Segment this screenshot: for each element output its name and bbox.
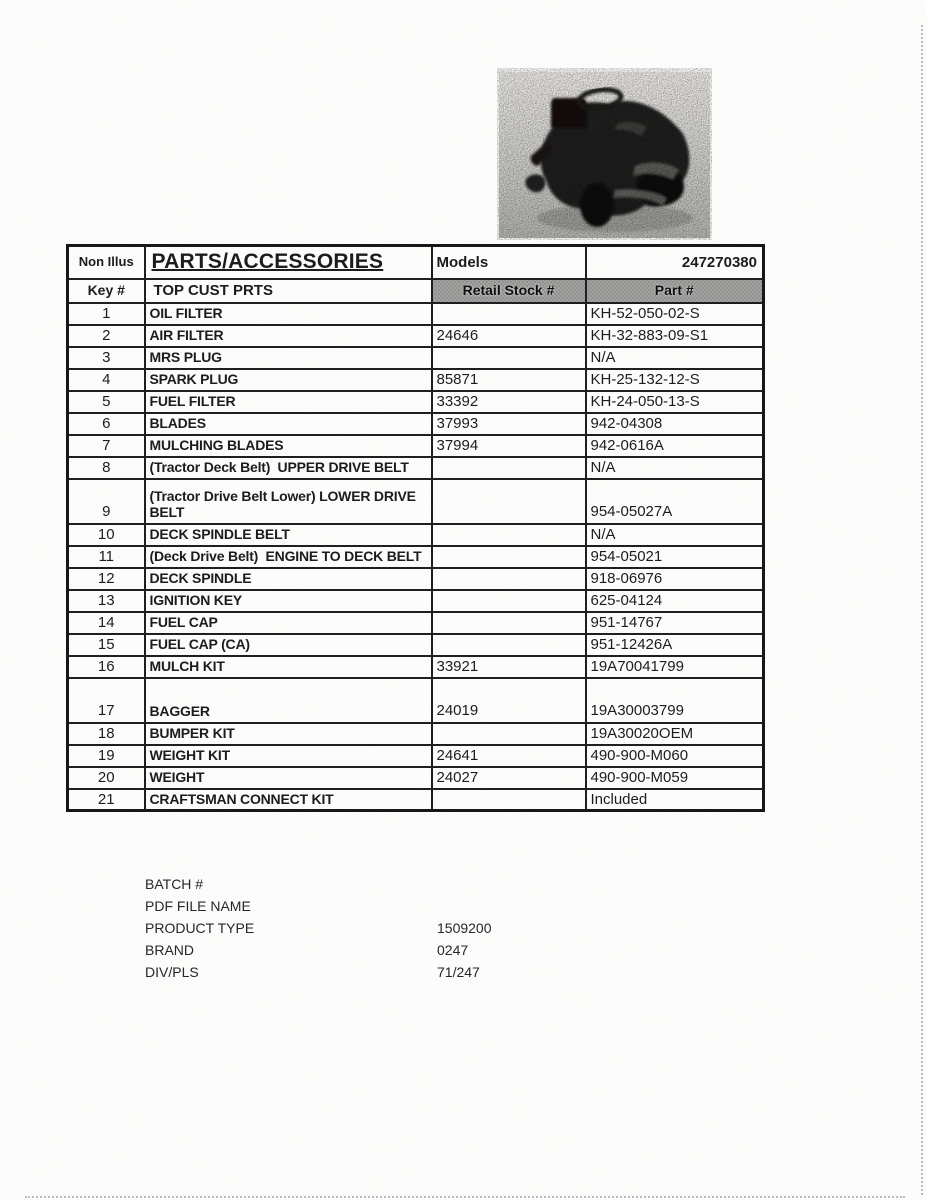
- row-retail-stock: 24646: [432, 325, 586, 347]
- row-part-number: 954-05021: [586, 546, 764, 568]
- table-row: [68, 745, 764, 767]
- table-row: [68, 303, 764, 325]
- table-row: [68, 767, 764, 789]
- row-key: 16: [68, 656, 145, 678]
- row-description: MULCH KIT: [145, 656, 432, 678]
- row-retail-stock: 85871: [432, 369, 586, 391]
- row-description: SPARK PLUG: [145, 369, 432, 391]
- info-label: PDF FILE NAME: [145, 898, 251, 914]
- row-description: FUEL CAP (CA): [145, 634, 432, 656]
- row-key: 10: [68, 524, 145, 546]
- info-row: [145, 961, 665, 983]
- parts-table-body: [68, 303, 764, 811]
- table-row: [68, 634, 764, 656]
- row-retail-stock: [432, 612, 586, 634]
- row-key: 20: [68, 767, 145, 789]
- row-part-number: 954-05027A: [586, 479, 764, 524]
- row-part-number: 942-0616A: [586, 435, 764, 457]
- table-header-row-2: [68, 279, 764, 303]
- row-retail-stock: [432, 634, 586, 656]
- row-retail-stock: 33921: [432, 656, 586, 678]
- row-part-number: 490-900-M060: [586, 745, 764, 767]
- row-description: BLADES: [145, 413, 432, 435]
- row-retail-stock: [432, 789, 586, 811]
- row-part-number: N/A: [586, 524, 764, 546]
- model-number: 247270380: [586, 246, 764, 279]
- row-retail-stock: [432, 303, 586, 325]
- row-description: (Tractor Drive Belt Lower) LOWER DRIVE BELT: [145, 479, 432, 524]
- row-description: BUMPER KIT: [145, 723, 432, 745]
- table-row: [68, 325, 764, 347]
- row-retail-stock: 33392: [432, 391, 586, 413]
- row-key: 7: [68, 435, 145, 457]
- row-part-number: 19A30003799: [586, 678, 764, 723]
- row-part-number: 951-14767: [586, 612, 764, 634]
- row-key: 1: [68, 303, 145, 325]
- scan-artifact-right-edge: [921, 25, 923, 1195]
- row-part-number: KH-24-050-13-S: [586, 391, 764, 413]
- row-part-number: KH-32-883-09-S1: [586, 325, 764, 347]
- row-key: 3: [68, 347, 145, 369]
- models-header: Models: [432, 246, 586, 279]
- table-row: [68, 612, 764, 634]
- table-row: [68, 789, 764, 811]
- info-label: BATCH #: [145, 876, 204, 892]
- row-part-number: 19A30020OEM: [586, 723, 764, 745]
- part-number-header: Part #: [586, 279, 764, 303]
- row-description: OIL FILTER: [145, 303, 432, 325]
- parts-accessories-table: [66, 244, 765, 812]
- row-part-number: Included: [586, 789, 764, 811]
- row-retail-stock: [432, 347, 586, 369]
- row-description: IGNITION KEY: [145, 590, 432, 612]
- row-part-number: KH-52-050-02-S: [586, 303, 764, 325]
- row-description: (Deck Drive Belt) ENGINE TO DECK BELT: [145, 546, 432, 568]
- info-value: 71/247: [437, 964, 480, 980]
- table-row: [68, 546, 764, 568]
- row-description: MRS PLUG: [145, 347, 432, 369]
- retail-stock-header: Retail Stock #: [432, 279, 586, 303]
- footer-info-block: [145, 873, 665, 983]
- table-row: [68, 590, 764, 612]
- row-key: 9: [68, 479, 145, 524]
- row-retail-stock: 24641: [432, 745, 586, 767]
- info-label: DIV/PLS: [145, 964, 199, 980]
- non-illus-header: Non Illus: [68, 246, 145, 279]
- row-retail-stock: 37994: [432, 435, 586, 457]
- row-key: 6: [68, 413, 145, 435]
- info-value: 1509200: [437, 920, 492, 936]
- row-description: DECK SPINDLE BELT: [145, 524, 432, 546]
- row-key: 11: [68, 546, 145, 568]
- table-row: [68, 435, 764, 457]
- row-key: 15: [68, 634, 145, 656]
- row-part-number: 951-12426A: [586, 634, 764, 656]
- info-row: [145, 873, 665, 895]
- scan-artifact-bottom-edge: [25, 1196, 905, 1198]
- row-description: FUEL CAP: [145, 612, 432, 634]
- row-key: 5: [68, 391, 145, 413]
- table-row: [68, 413, 764, 435]
- row-description: (Tractor Deck Belt) UPPER DRIVE BELT: [145, 457, 432, 479]
- info-row: [145, 917, 665, 939]
- row-key: 19: [68, 745, 145, 767]
- row-retail-stock: [432, 479, 586, 524]
- row-key: 2: [68, 325, 145, 347]
- row-key: 8: [68, 457, 145, 479]
- table-row: [68, 369, 764, 391]
- row-part-number: N/A: [586, 347, 764, 369]
- key-number-header: Key #: [68, 279, 145, 303]
- row-retail-stock: 24019: [432, 678, 586, 723]
- table-header: [68, 246, 764, 303]
- row-retail-stock: [432, 524, 586, 546]
- row-part-number: 490-900-M059: [586, 767, 764, 789]
- row-description: BAGGER: [145, 678, 432, 723]
- table-row: [68, 347, 764, 369]
- row-part-number: 918-06976: [586, 568, 764, 590]
- table-header-row-1: [68, 246, 764, 279]
- row-retail-stock: [432, 723, 586, 745]
- row-retail-stock: [432, 590, 586, 612]
- table-row: [68, 457, 764, 479]
- row-description: DECK SPINDLE: [145, 568, 432, 590]
- row-part-number: 942-04308: [586, 413, 764, 435]
- row-part-number: 19A70041799: [586, 656, 764, 678]
- row-key: 14: [68, 612, 145, 634]
- row-description: MULCHING BLADES: [145, 435, 432, 457]
- row-key: 21: [68, 789, 145, 811]
- row-retail-stock: [432, 568, 586, 590]
- row-key: 17: [68, 678, 145, 723]
- table-row: [68, 524, 764, 546]
- row-key: 18: [68, 723, 145, 745]
- row-description: AIR FILTER: [145, 325, 432, 347]
- row-description: CRAFTSMAN CONNECT KIT: [145, 789, 432, 811]
- row-part-number: 625-04124: [586, 590, 764, 612]
- row-description: WEIGHT: [145, 767, 432, 789]
- row-retail-stock: [432, 546, 586, 568]
- info-value: 0247: [437, 942, 469, 958]
- row-part-number: N/A: [586, 457, 764, 479]
- top-cust-prts-header: TOP CUST PRTS: [145, 279, 432, 303]
- parts-accessories-title: PARTS/ACCESSORIES: [145, 246, 432, 279]
- row-key: 13: [68, 590, 145, 612]
- riding-mower-photo: [497, 68, 712, 240]
- table-row: [68, 568, 764, 590]
- row-key: 4: [68, 369, 145, 391]
- row-key: 12: [68, 568, 145, 590]
- row-retail-stock: 37993: [432, 413, 586, 435]
- table-row: [68, 479, 764, 524]
- row-retail-stock: [432, 457, 586, 479]
- table-row: [68, 678, 764, 723]
- table-row: [68, 391, 764, 413]
- info-label: BRAND: [145, 942, 195, 958]
- info-row: [145, 895, 665, 917]
- info-label: PRODUCT TYPE: [145, 920, 255, 936]
- table-row: [68, 723, 764, 745]
- row-description: FUEL FILTER: [145, 391, 432, 413]
- row-part-number: KH-25-132-12-S: [586, 369, 764, 391]
- info-row: [145, 939, 665, 961]
- row-retail-stock: 24027: [432, 767, 586, 789]
- row-description: WEIGHT KIT: [145, 745, 432, 767]
- table-row: [68, 656, 764, 678]
